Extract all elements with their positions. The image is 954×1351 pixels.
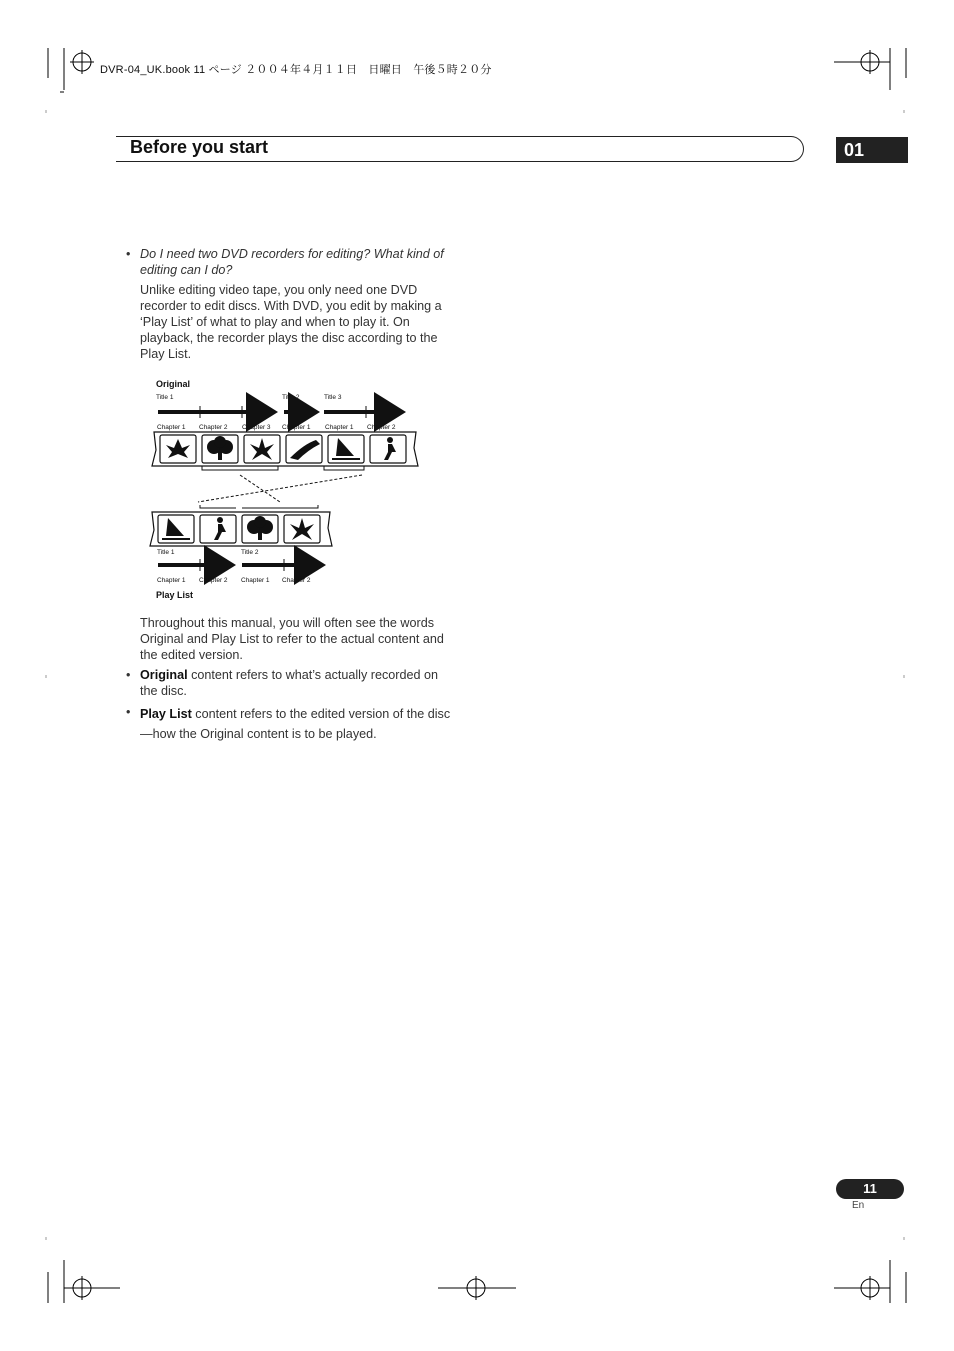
pl-chapter-label: Chapter 2 — [199, 577, 228, 584]
bullet-playlist — [140, 704, 452, 744]
original-label: Original — [156, 379, 191, 389]
bullet-term: Play List — [140, 707, 192, 721]
section-title: Before you start — [130, 137, 269, 157]
faq-question: Do I need two DVD recorders for editing? What kind of editing can I do? — [140, 247, 444, 277]
page-language: En — [852, 1200, 865, 1211]
bullet-mark: • — [126, 705, 131, 719]
chapter-badge: 01 — [836, 137, 908, 163]
bullet-text: content refers to what’s actually recorded on the disc. — [140, 668, 438, 698]
playlist-title-1: Title 1 — [157, 549, 175, 556]
bullet-mark: • — [126, 247, 131, 261]
bullet-term: Original — [140, 668, 188, 682]
original-title-1: Title 1 — [156, 394, 174, 401]
orig-chapter-label: Chapter 1 — [282, 424, 311, 431]
editing-diagram — [148, 374, 423, 606]
original-title-2: Title 2 — [282, 394, 300, 401]
orig-chapter-label: Chapter 1 — [157, 424, 186, 431]
pl-chapter-label: Chapter 1 — [157, 577, 186, 584]
bullet-text: content refers to the edited version of the disc—how the Original content is to be played. — [140, 707, 451, 741]
orig-chapter-label: Chapter 3 — [242, 424, 271, 431]
orig-chapter-label: Chapter 2 — [199, 424, 228, 431]
playlist-film-strip — [150, 512, 332, 546]
playlist-label: Play List — [156, 590, 194, 600]
faq-answer: Unlike editing video tape, you only need one DVD recorder to edit discs. With DVD, you edit by making a ‘Play List’ of what to play and when to play it. On playback, the recorder plays the disc according to the Play List. — [140, 283, 442, 361]
bullet-original — [140, 667, 452, 699]
page-number: 11 — [836, 1179, 904, 1199]
print-header: DVR-04_UK.book 11 ページ ２００４年４月１１日 日曜日 午後５時２０分 — [100, 64, 492, 76]
pl-chapter-label: Chapter 2 — [282, 577, 311, 584]
original-title-3: Title 3 — [324, 394, 342, 401]
intro-paragraph: Throughout this manual, you will often see the words Original and Play List to refer to the actual content and the edited version. — [140, 616, 444, 662]
pl-chapter-label: Chapter 1 — [241, 577, 270, 584]
playlist-title-2: Title 2 — [241, 549, 259, 556]
orig-chapter-label: Chapter 1 — [325, 424, 354, 431]
bullet-mark: • — [126, 668, 131, 682]
original-film-strip — [152, 432, 418, 466]
orig-chapter-label: Chapter 2 — [367, 424, 396, 431]
